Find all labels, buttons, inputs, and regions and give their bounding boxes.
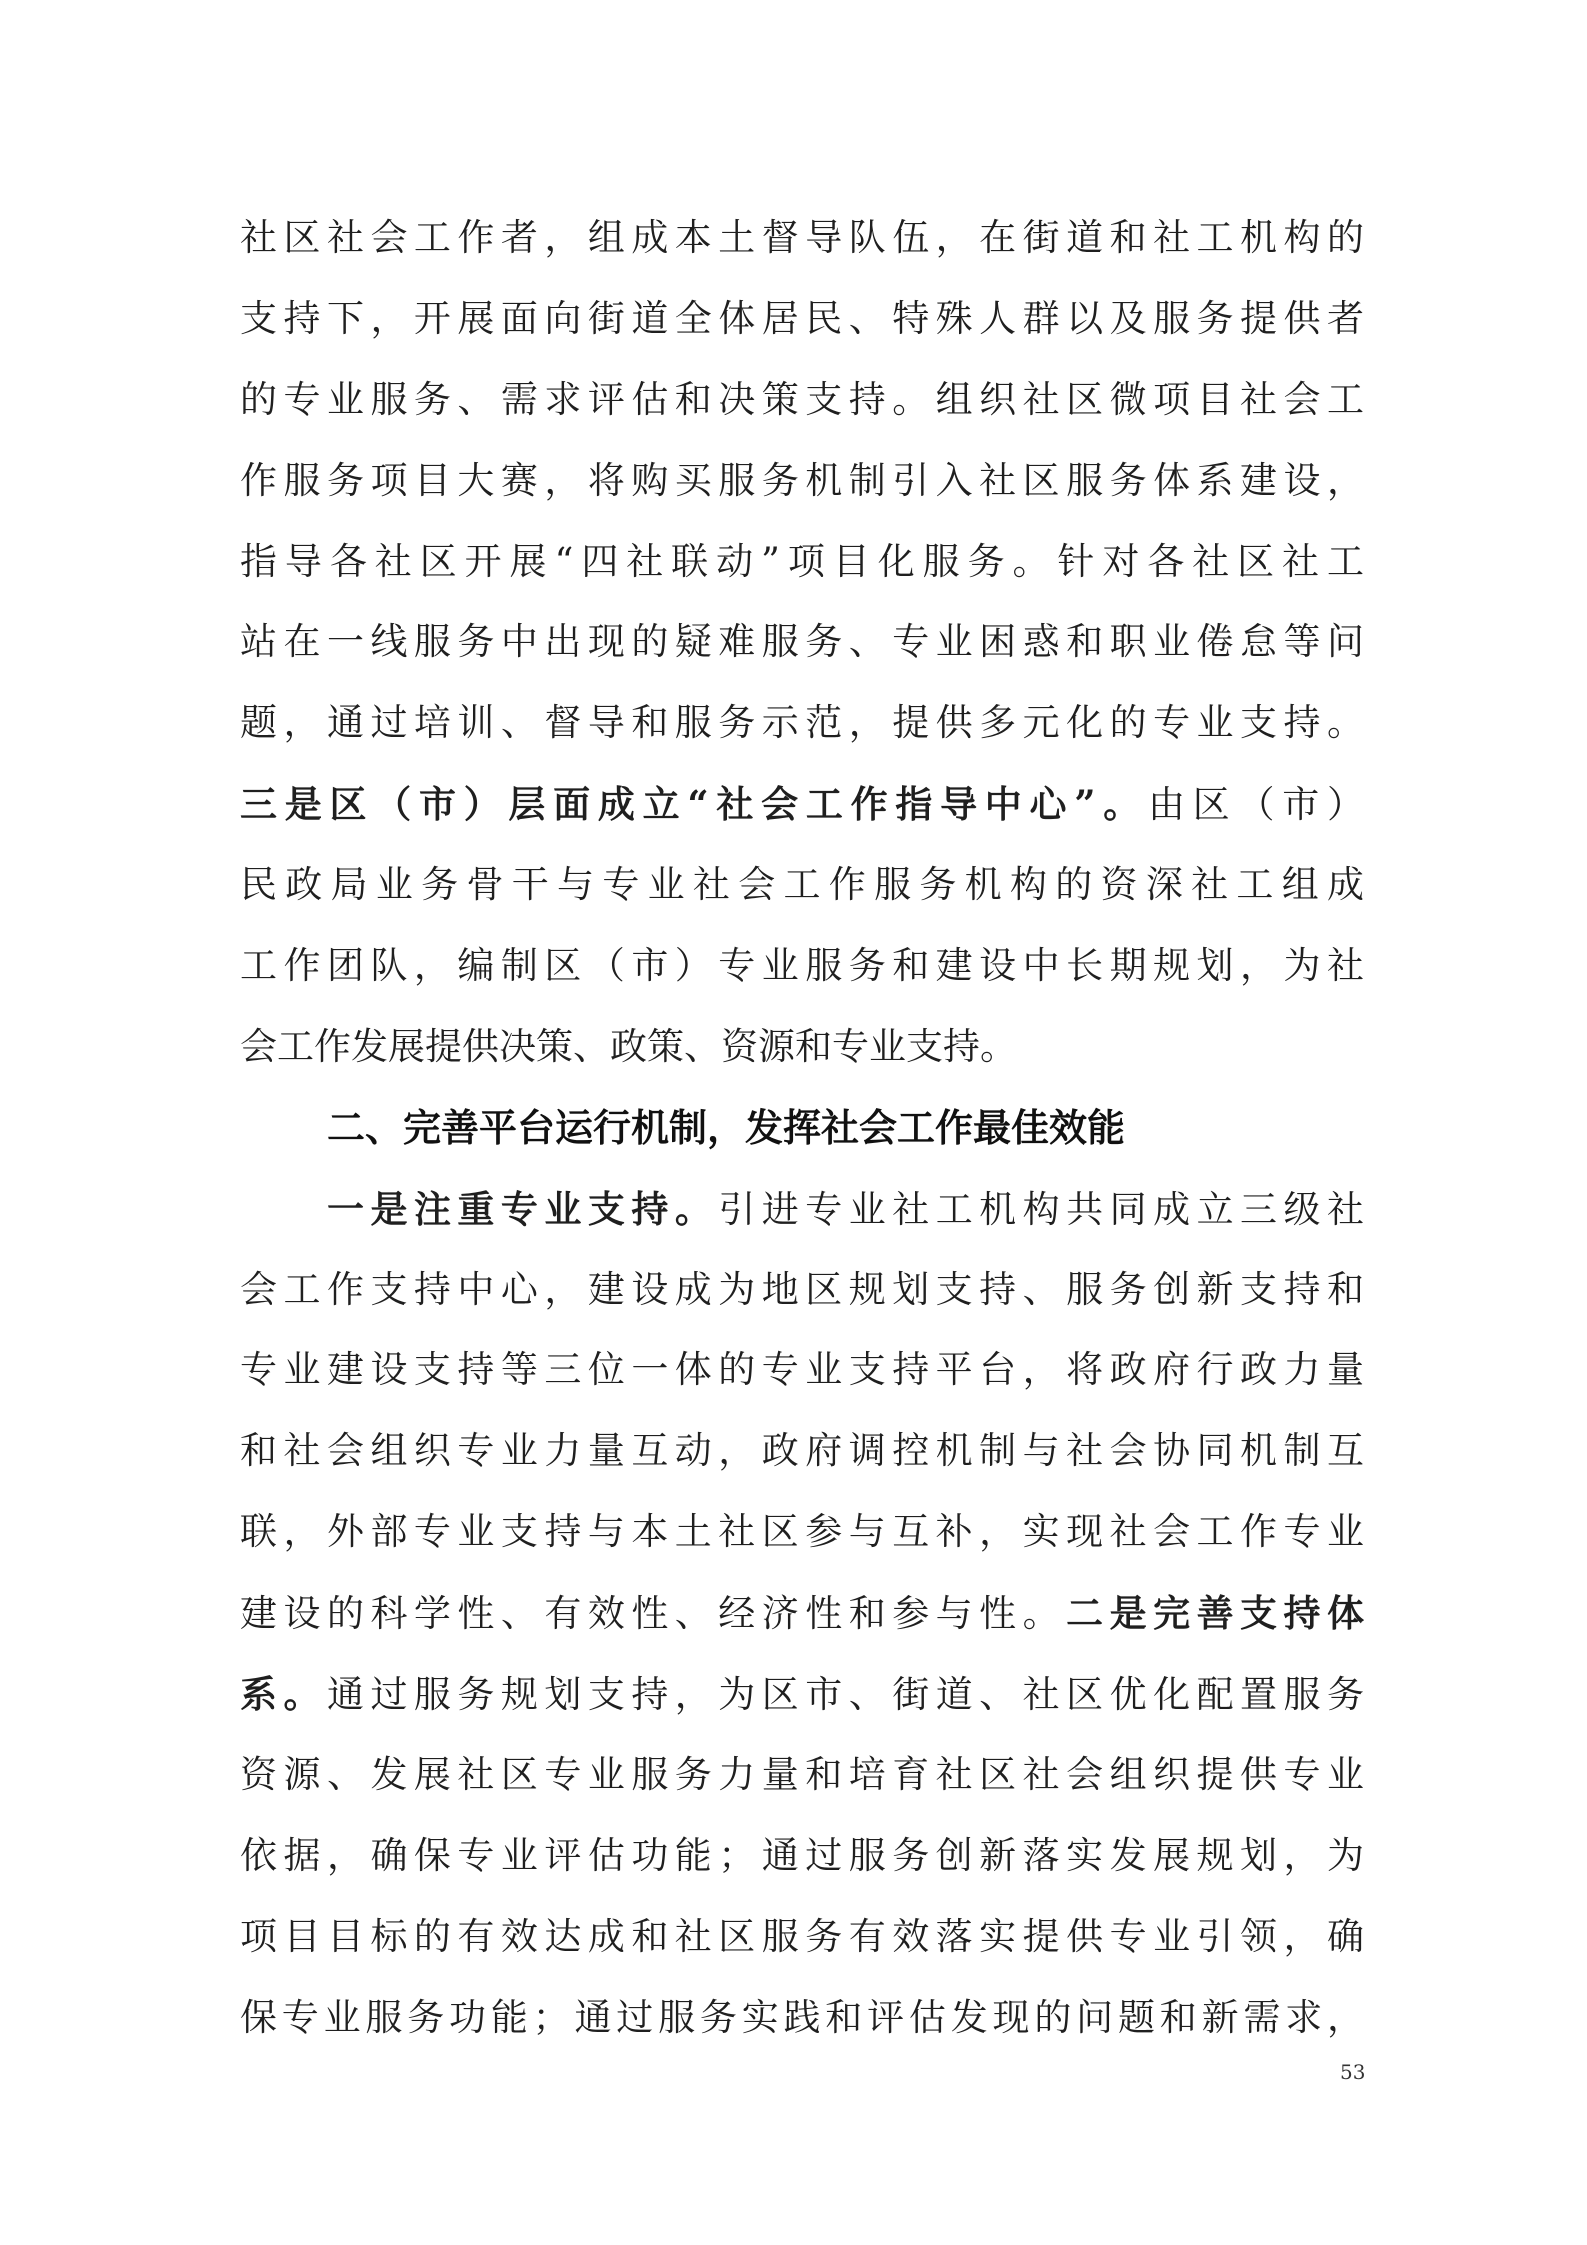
bold-lead-text: 二是完善支持体 [1066,1591,1365,1636]
text-line: 资源、发展社区专业服务力量和培育社区社会组织提供专业 [240,1752,1364,1796]
text-line: 工作团队，编制区（市）专业服务和建设中长期规划，为社 [240,944,1364,988]
text-line [240,1169,1364,1250]
text-line: 联，外部专业支持与本土社区参与互补，实现社会工作专业 [240,1510,1364,1554]
section-heading: 二、完善平台运行机制，发挥社会工作最佳效能 [327,1105,1126,1150]
bold-lead-text: 系。 [240,1672,327,1717]
text-line: 支持下，开展面向街道全体居民、特殊人群以及服务提供者 [240,296,1364,340]
body-text [240,198,1364,2058]
text-run: 由区（市） [1148,783,1364,827]
text-line: 保专业服务功能；通过服务实践和评估发现的问题和新需求， [240,1995,1364,2039]
page-number: 53 [1340,2060,1366,2084]
text-line: 站在一线服务中出现的疑难服务、专业困惑和职业倦怠等问 [240,620,1364,664]
text-line: 和社会组织专业力量互动，政府调控机制与社会协同机制互 [240,1429,1364,1473]
text-run: 引进专业社工机构共同成立三级社 [718,1187,1365,1231]
text-line: 题，通过培训、督导和服务示范，提供多元化的专业支持。 [240,701,1364,745]
text-line [240,1573,1364,1654]
text-line: 指导各社区开展“四社联动”项目化服务。针对各社区社工 [240,539,1364,583]
text-run: 通过服务规划支持，为区市、街道、社区优化配置服务 [326,1673,1365,1717]
text-run: 建设的科学性、有效性、经济性和参与性。 [240,1592,1067,1636]
text-line: 会工作支持中心，建设成为地区规划支持、服务创新支持和 [240,1267,1364,1311]
bold-lead-text: 三是区（市）层面成立“社会工作指导中心”。 [240,782,1149,827]
text-line: 民政局业务骨干与专业社会工作服务机构的资深社工组成 [240,863,1364,907]
text-line [240,1654,1364,1735]
text-line: 的专业服务、需求评估和决策支持。组织社区微项目社会工 [240,377,1364,421]
text-line: 会工作发展提供决策、政策、资源和专业支持。 [240,1024,1017,1068]
bold-lead-text: 一是注重专业支持。 [327,1186,719,1231]
text-line: 依据，确保专业评估功能；通过服务创新落实发展规划，为 [240,1833,1364,1877]
text-line: 项目目标的有效达成和社区服务有效落实提供专业引领，确 [240,1914,1364,1958]
text-line: 作服务项目大赛，将购买服务机制引入社区服务体系建设， [240,458,1364,502]
text-line: 专业建设支持等三位一体的专业支持平台，将政府行政力量 [240,1348,1364,1392]
text-line [240,764,1364,845]
text-line: 社区社会工作者，组成本土督导队伍，在街道和社工机构的 [240,216,1364,259]
